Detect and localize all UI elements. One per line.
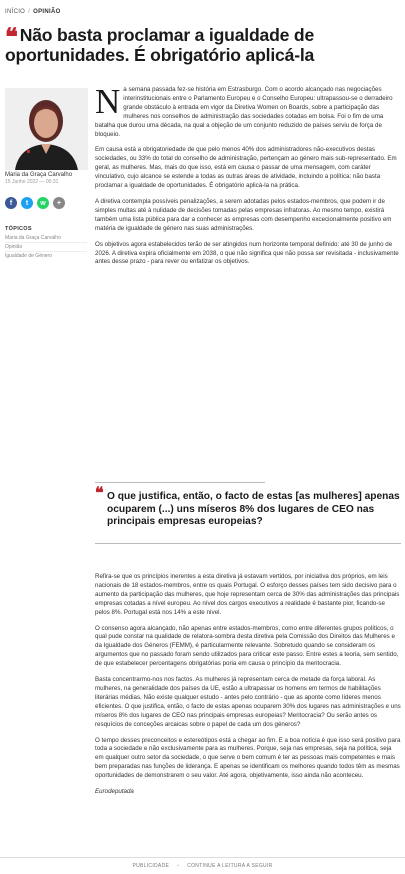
quote-mark-icon: ❝: [5, 22, 18, 51]
whatsapp-share-icon[interactable]: w: [37, 197, 49, 209]
article-body-continued: [95, 573, 401, 804]
article-paragraph: Basta concentrarmo-nos nos factos. As mulheres já representam cerca de metade da força laboral. As mulheres, na generalidade dos países da UE, estão a ultrapassar os homens em termos de habilitações literárias médias. Não existe qualquer estudo - antes pelo contrário - que as aponte como líderes menos eficientes. O que justifica, então, o facto de estas apenas ocuparem 30% dos lugares nas administrações e uns míseros 8% dos lugares de CEO nas principais empresas europeias? Meritocracia? Ou serão antes os resquícios de conceções arcaicas sobre o papel de cada um dos géneros?: [95, 676, 401, 728]
breadcrumb-section-link[interactable]: OPINIÃO: [33, 9, 61, 15]
facebook-share-icon[interactable]: f: [5, 197, 17, 209]
author-name[interactable]: Maria da Graça Carvalho: [5, 172, 73, 178]
publish-date: 15 Junho 2022 — 00:31: [5, 179, 59, 185]
topic-link-gender-equality[interactable]: Igualdade de Género: [5, 251, 87, 260]
pull-quote: [95, 482, 401, 544]
share-buttons: [5, 197, 65, 209]
drop-cap: N: [95, 82, 121, 121]
pull-quote-block: [95, 483, 401, 543]
article-paragraph: O consenso agora alcançado, não apenas entre estados-membros, como entre diferentes grupos políticos, o qual pude constar na qualidade de relatora-sombra desta diretiva pela Comissão dos Direitos das Mulheres e da Igualdade dos Géneros (FEMM), é particularmente relevante. Sobretudo quando se consideram os argumentos que no passado foram sendo utilizados para criticar este passo. Entre estes a teoria, sem sentido, de que estabelecer percentagens obrigatórias poria em causa o princípio da meritocracia.: [95, 624, 399, 668]
topics-list: [5, 234, 87, 260]
article-paragraph: Em causa está a obrigatoriedade de que pelo menos 40% dos administradores não-executivos destas sociedades, ou 33% do total do conselho de administração, pertençam ao género mais sub-representado. Em geral, as mulheres. Mas, mais do que isso, está em causa o passar de uma mensagem, com caráter vinculativo, cujo alcance se estende a todas as outras áreas de atividade, incluindo a política: não basta proclamar a igualdade de oportunidades. É obrigatório aplicá-la na prática.: [95, 146, 397, 190]
article-paragraph: A diretiva contempla possíveis penalizações, a serem adotadas pelos estados-membros, que podem ir de simples multas até à nulidade de decisões tomadas pelas empresas infratoras. Ao mesmo tempo, existirá também uma lista pública para dar a conhecer as empresas com desempenho excecionalmente positivo em matéria de igualdade de género nas suas administrações.: [95, 197, 392, 232]
article-body: [95, 82, 401, 274]
pull-quote-divider: [95, 543, 401, 544]
article-title-text: Não basta proclamar a igualdade de oportunidades. É obrigatório aplicá-la: [5, 25, 315, 65]
pull-quote-text: O que justifica, então, o facto de estas [as mulheres] apenas ocuparem (...) uns míseros 8% dos lugares de CEO nas principais empresas europeias?: [107, 491, 400, 527]
quote-mark-icon: ❝: [95, 483, 104, 502]
article-title: [5, 22, 400, 65]
paragraph-text: a semana passada fez-se história em Estrasburgo. Com o acordo alcançado nas negociações interinstitucionais entre o Parlamento Europeu e o Conselho Europeu: ultrapassou-se o derradeiro grande obstáculo à entrada em vigor da Diretiva Women on Boards, sobre a participação das mulheres nos conselhos de administração das sociedades cotadas em bolsa. Foi o fim de uma batalha que durou uma década, na qual a objeção de um conjunto reduzido de países serviu de força de bloqueio.: [95, 86, 393, 138]
advertisement-bar: [0, 857, 405, 874]
article-paragraph: Os objetivos agora estabelecidos terão de ser atingidos num horizonte temporal definido: até 30 de junho de 2026. A diretiva expira oficialmente em 2038, o que não significa que não possa ser revisitada - inclusivamente antes desse prazo - para rever ou enfatizar os objetivos.: [95, 240, 399, 266]
twitter-share-icon[interactable]: t: [21, 197, 33, 209]
article-paragraph: O tempo desses preconceitos e estereótipos está a chegar ao fim. E a boa notícia é que isso será positivo para toda a sociedade e não exclusivamente para as mulheres. Porque, seja nas empresas, seja na política, seja em qualquer outro setor da sociedade, o que serve o bem comum é ter as pessoas mais competentes e mais bem preparadas nas funções de liderança. E apenas se identificam os melhores quando todos têm as mesmas oportunidades de demonstrarem o seu valor. Até agora, objetivamente, isso ainda não aconteceu.: [95, 736, 401, 780]
author-photo: [5, 88, 88, 170]
topic-link-opinion[interactable]: Opinião: [5, 242, 87, 251]
more-share-icon[interactable]: +: [53, 197, 65, 209]
article-paragraph: [95, 82, 401, 139]
separator-dot: •: [177, 863, 180, 869]
author-signoff: Eurodeputada: [95, 788, 134, 796]
breadcrumb: [5, 9, 61, 15]
ad-label: PUBLICIDADE: [132, 863, 170, 869]
topic-link-author[interactable]: Maria da Graça Carvalho: [5, 235, 61, 241]
author-portrait-image: [5, 88, 88, 170]
continue-reading-label[interactable]: CONTINUE A LEITURA A SEGUIR: [187, 863, 273, 869]
article-paragraph: Refira-se que os princípios inerentes a esta diretiva já estavam vertidos, por iniciativa dos próprios, em leis nacionais de 18 estados-membros, entre os quais Portugal. O esforço desses países tem sido decisivo para o aumento da participação das mulheres, que hoje representam cerca de 30% das administrações das principais empresas cotadas a nível europeu. Ao nível dos cargos executivos a realidade é bastante pior, ficando-se pelos 8%. Portugal está nos 14% a este nível.: [95, 573, 400, 616]
breadcrumb-home-link[interactable]: INÍCIO: [5, 9, 26, 15]
topics-heading: TÓPICOS: [5, 226, 32, 232]
breadcrumb-separator: /: [28, 9, 31, 15]
